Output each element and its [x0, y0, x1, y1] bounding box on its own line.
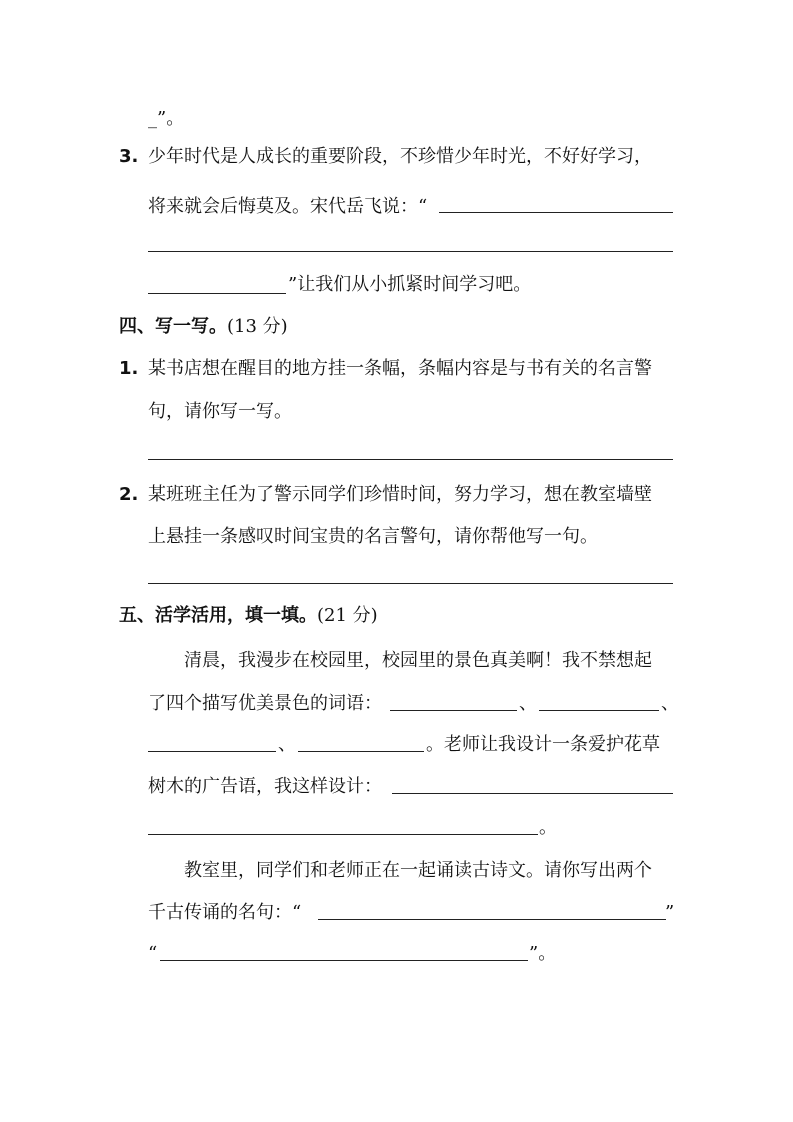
section-4-heading	[119, 315, 288, 339]
item-3-line-1	[119, 145, 652, 169]
item-3-text-2: 将来就会后悔莫及。宋代岳飞说：“	[148, 196, 428, 217]
s4-q1-text-2: 句，请你写一写。	[148, 401, 292, 422]
section-4-title: 四、写一写。	[119, 316, 227, 337]
s5-separator-1: 、	[519, 693, 537, 714]
previous-fragment: _”。	[148, 108, 185, 129]
s4-q2-line-1	[119, 483, 652, 507]
s5-slogan-blank-1[interactable]	[392, 793, 673, 794]
item-3-line-2	[148, 195, 427, 219]
section-5-heading	[119, 604, 378, 628]
s5-close-quote: ”	[665, 902, 675, 923]
item-3-answer-blank-1[interactable]	[439, 212, 673, 213]
item-3-text-1: 少年时代是人成长的重要阶段，不珍惜少年时光，不好好学习，	[148, 146, 652, 167]
s5-slogan-end: 。	[539, 817, 557, 838]
item-3-answer-blank-2[interactable]	[148, 251, 673, 252]
s4-q1-answer-blank[interactable]	[148, 459, 673, 460]
s4-q2-text-2: 上悬挂一条感叹时间宝贵的名言警句，请你帮他写一句。	[148, 526, 598, 547]
s5-word-blank-2[interactable]	[539, 710, 659, 711]
s5-separator-3: 、	[278, 734, 296, 755]
s4-q1-text-1: 某书店想在醒目的地方挂一条幅，条幅内容是与书有关的名言警	[148, 358, 652, 379]
s5-para2-line-2: 千古传诵的名句：“	[148, 902, 302, 923]
s5-word-blank-4[interactable]	[298, 751, 424, 752]
item-3-line-3: ”让我们从小抓紧时间学习吧。	[288, 274, 532, 295]
s5-open-quote: “	[148, 943, 158, 964]
s5-word-blank-3[interactable]	[148, 751, 276, 752]
s5-para1-line-1: 清晨，我漫步在校园里，校园里的景色真美啊！我不禁想起	[184, 650, 652, 671]
s5-word-blank-1[interactable]	[390, 710, 517, 711]
s4-q1-number: 1.	[119, 358, 139, 379]
s5-separator-2: 、	[661, 693, 679, 714]
s4-q2-text-1: 某班班主任为了警示同学们珍惜时间，努力学习，想在教室墙壁	[148, 484, 652, 505]
s5-slogan-blank-2[interactable]	[148, 834, 538, 835]
s5-para1-line-3: 。老师让我设计一条爱护花草	[426, 734, 660, 755]
s4-q1-line-1	[119, 357, 652, 381]
item-3-number: 3.	[119, 146, 139, 167]
s5-para2-line-1: 教室里，同学们和老师正在一起诵读古诗文。请你写出两个	[184, 860, 652, 881]
section-5-title: 五、活学活用，填一填。	[119, 605, 317, 626]
s5-para1-line-2: 了四个描写优美景色的词语：	[148, 693, 382, 714]
item-3-answer-blank-3[interactable]	[148, 293, 286, 294]
section-5-score: (21 分)	[317, 605, 378, 626]
s4-q2-answer-blank[interactable]	[148, 583, 673, 584]
s5-quote-blank-1[interactable]	[318, 919, 666, 920]
s5-para2-end: ”。	[529, 943, 557, 964]
s5-para1-line-4: 树木的广告语，我这样设计：	[148, 776, 382, 797]
s4-q2-number: 2.	[119, 484, 139, 505]
s5-quote-blank-2[interactable]	[160, 960, 528, 961]
section-4-score: (13 分)	[227, 316, 288, 337]
